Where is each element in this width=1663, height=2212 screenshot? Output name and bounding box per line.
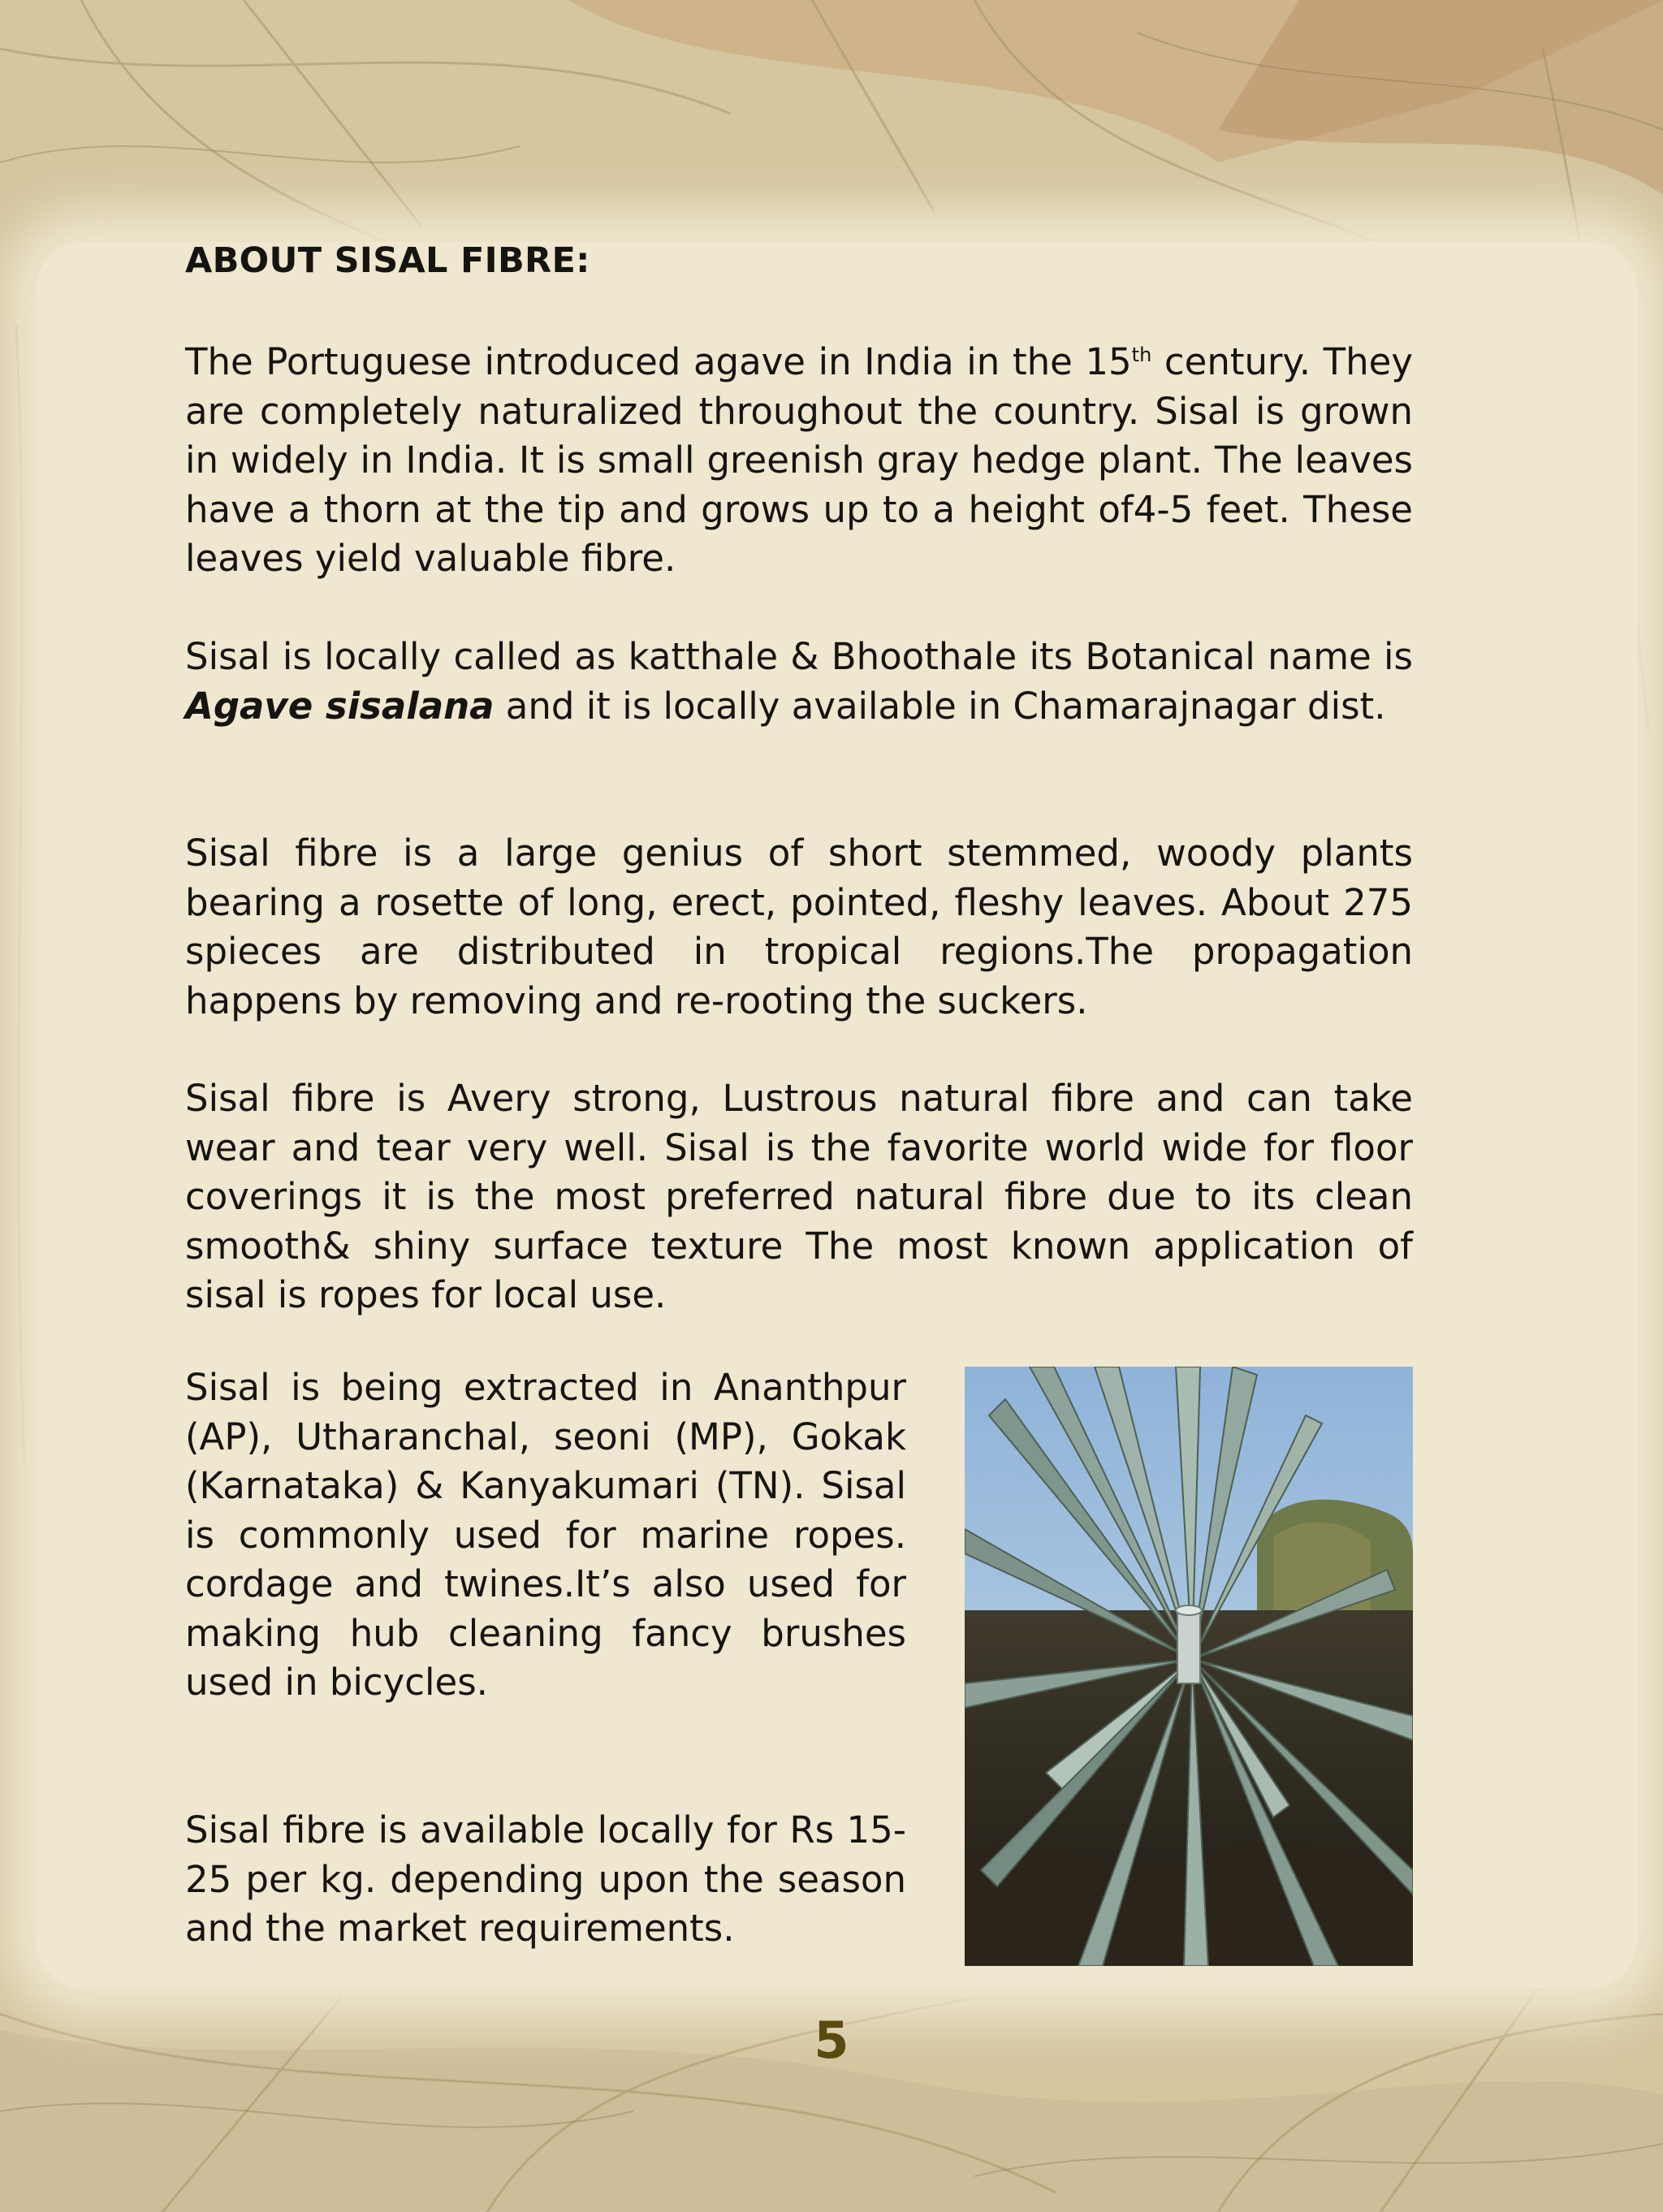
sisal-plant-photo bbox=[965, 1367, 1413, 1966]
paragraph-local-names bbox=[185, 633, 1413, 731]
paragraph-plant-description: Sisal fibre is a large genius of short stemmed, woody plants bearing a rosette of long, erect, pointed, fleshy leaves. About 275 spieces are distributed in tropical regions.The propagation happens by removing and re-rooting the suckers. bbox=[185, 832, 1413, 1022]
ordinal-superscript: th bbox=[1131, 343, 1152, 366]
paragraph-introduction-text-end: century. They are completely naturalized throughout the country. Sisal is grown in widely in India. It is small greenish gray hedge plant. The leaves have a thorn at the tip and grows up to a height of4-5 feet. These leaves yield valuable fibre. bbox=[185, 340, 1413, 580]
paragraph-fibre-properties: Sisal fibre is Avery strong, Lustrous natural fibre and can take wear and tear very well. Sisal is the favorite world wide for floor coverings it is the most preferred natural fibre due to its clean smooth& shiny surface texture The most known application of sisal is ropes for local use. bbox=[185, 1077, 1413, 1316]
paragraph-local-names-text-start: Sisal is locally called as katthale & Bhoothale its Botanical name is bbox=[185, 635, 1413, 678]
botanical-name: Agave sisalana bbox=[185, 684, 495, 728]
paragraph-extraction-regions: Sisal is being extracted in Ananthpur (AP), Utharanchal, seoni (MP), Gokak (Karnataka) & Kanyakumari (TN). Sisal is commonly used for marine ropes. cordage and twines.It’s also used for making hub cleaning fancy brushes used in bicycles. bbox=[185, 1366, 906, 1704]
paragraph-price: Sisal fibre is available locally for Rs 15-25 per kg. depending upon the season and the market requirements. bbox=[185, 1808, 906, 1950]
paragraph-local-names-text-end: and it is locally available in Chamarajnagar dist. bbox=[494, 684, 1386, 728]
paragraph-introduction-text-start: The Portuguese introduced agave in India in the 15 bbox=[185, 340, 1132, 383]
paragraph-introduction bbox=[185, 338, 1413, 584]
section-heading: ABOUT SISAL FIBRE: bbox=[185, 240, 590, 281]
page-number: 5 bbox=[814, 2011, 849, 2070]
